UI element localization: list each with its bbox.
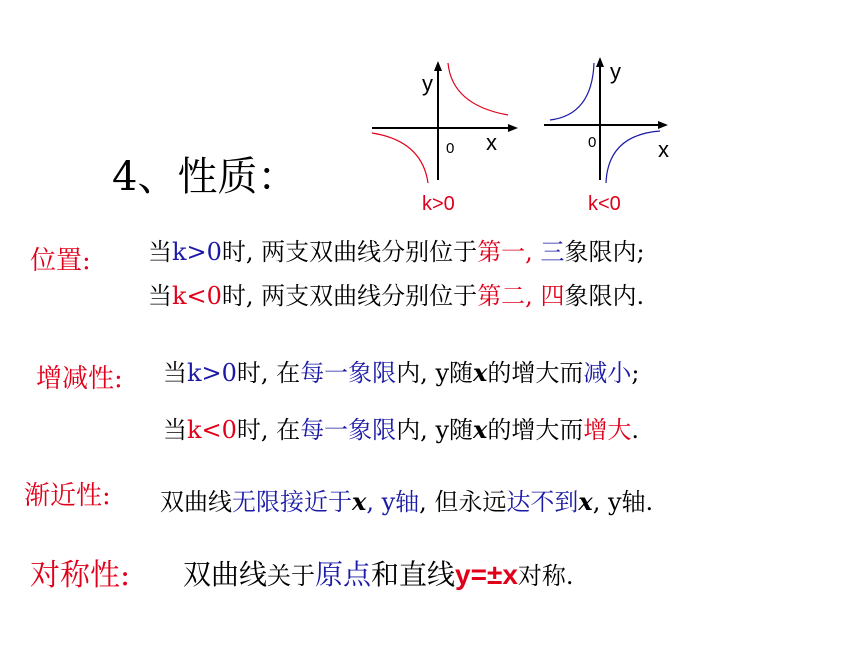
symmetry-label: 对称性:	[30, 558, 131, 593]
y-axis-label: y	[422, 71, 433, 96]
monotonic-line-1: 当k>0时, 在每一象限内, y随x的增大而减小;	[163, 358, 640, 387]
x-axis-label: x	[486, 130, 497, 155]
condition-label: k<0	[588, 193, 621, 215]
monotonic-label: 增减性:	[36, 364, 123, 394]
asymptote-line: 双曲线无限接近于x, y轴, 但永远达不到x, y轴.	[160, 487, 654, 516]
curve-branch-q3	[372, 133, 428, 183]
asymptote-label: 渐近性:	[24, 481, 111, 511]
position-line-1: 当k>0时, 两支双曲线分别位于第一, 三象限内;	[148, 238, 645, 266]
curve-branch-q2	[550, 63, 594, 120]
y-axis-label: y	[610, 59, 621, 84]
origin-label: 0	[446, 140, 455, 157]
origin-label: 0	[588, 134, 597, 151]
x-axis-label: x	[658, 137, 669, 162]
curve-branch-q4	[606, 131, 660, 183]
condition-label: k>0	[422, 193, 455, 215]
position-line-2: 当k<0时, 两支双曲线分别位于第二, 四象限内.	[148, 282, 645, 310]
monotonic-line-2: 当k<0时, 在每一象限内, y随x的增大而增大.	[163, 415, 639, 444]
graph-k-negative	[540, 55, 690, 220]
position-label: 位置:	[30, 246, 91, 276]
curve-branch-q1	[448, 63, 508, 115]
graph-k-positive	[368, 55, 518, 220]
page-title: 4、性质：	[112, 154, 298, 200]
symmetry-line: 双曲线关于原点和直线y=±x对称.	[183, 558, 574, 591]
